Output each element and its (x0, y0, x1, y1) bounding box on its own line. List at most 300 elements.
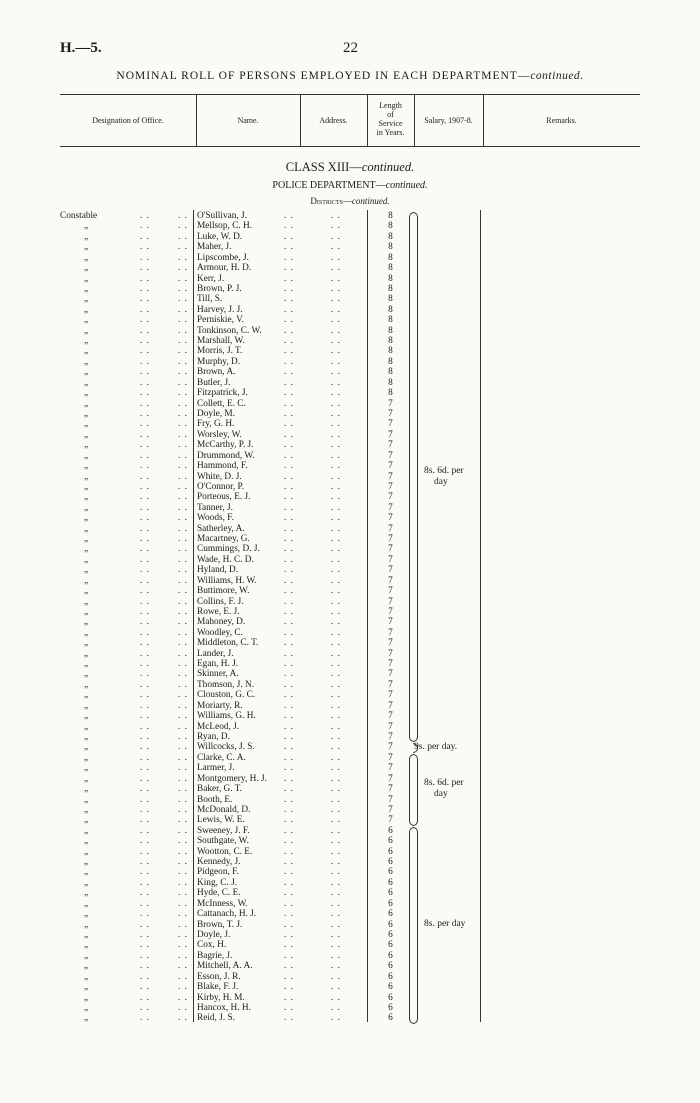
length-of-service-cell: 7 (388, 773, 393, 784)
leader-dots: . . (284, 690, 294, 701)
name-cell: Worsley, W. (197, 429, 242, 440)
district-heading-main: Districts— (310, 196, 352, 206)
column-header-designation: Designation of Office. (92, 116, 164, 125)
address-cell: . . (331, 877, 341, 888)
table-row (0, 294, 700, 304)
name-cell: Cox, H. (197, 940, 227, 951)
name-cell: McCarthy, P. J. (197, 440, 254, 451)
designation-cell: „ (84, 982, 89, 993)
column-header-address: Address. (319, 116, 348, 125)
leader-dots: . . (140, 481, 150, 492)
leader-dots: . . (178, 304, 188, 315)
length-of-service-cell: 7 (388, 565, 393, 576)
length-of-service-cell: 6 (388, 992, 393, 1003)
designation-cell: „ (84, 336, 89, 347)
table-row (0, 899, 700, 909)
designation-cell: „ (84, 575, 89, 586)
table-row (0, 274, 700, 284)
name-cell: Willcocks, J. S. (197, 742, 255, 753)
designation-cell: „ (84, 961, 89, 972)
designation-cell: „ (84, 492, 89, 503)
column-header-remarks: Remarks. (546, 116, 577, 125)
designation-cell: „ (84, 992, 89, 1003)
leader-dots: . . (284, 992, 294, 1003)
salary-line: day (434, 789, 448, 800)
length-of-service-cell: 7 (388, 804, 393, 815)
table-row (0, 628, 700, 638)
table-row (0, 451, 700, 461)
address-cell: . . (331, 283, 341, 294)
leader-dots: . . (284, 211, 294, 221)
leader-dots: . . (140, 867, 150, 878)
leader-dots: . . (140, 721, 150, 732)
address-cell: . . (331, 732, 341, 742)
leader-dots: . . (140, 909, 150, 920)
table-row (0, 930, 700, 940)
leader-dots: . . (178, 940, 188, 951)
table-row (0, 440, 700, 450)
leader-dots: . . (284, 825, 294, 836)
table-row (0, 690, 700, 700)
salary-line: 8s. per day (424, 919, 466, 930)
leader-dots: . . (140, 982, 150, 993)
leader-dots: . . (140, 971, 150, 982)
designation-cell: „ (84, 763, 89, 774)
designation-cell: „ (84, 221, 89, 232)
leader-dots: . . (140, 336, 150, 347)
address-cell: . . (331, 502, 341, 513)
designation-cell: „ (84, 294, 89, 305)
designation-cell: „ (84, 627, 89, 638)
length-of-service-cell: 6 (388, 961, 393, 972)
leader-dots: . . (178, 440, 188, 451)
designation-cell: „ (84, 732, 89, 742)
designation-cell: „ (84, 1013, 89, 1024)
salary-line: day (434, 476, 448, 487)
district-heading (0, 196, 700, 206)
name-cell: Hammond, F. (197, 461, 248, 472)
designation-cell: „ (84, 700, 89, 711)
table-row (0, 805, 700, 815)
designation-cell: „ (84, 450, 89, 461)
designation-cell: „ (84, 388, 89, 399)
leader-dots: . . (284, 679, 294, 690)
leader-dots: . . (178, 773, 188, 784)
leader-dots: . . (140, 950, 150, 961)
name-cell: Collins, F. J. (197, 596, 244, 607)
length-of-service-cell: 6 (388, 971, 393, 982)
address-cell: . . (331, 419, 341, 430)
designation-cell: „ (84, 554, 89, 565)
length-of-service-cell: 8 (388, 242, 393, 253)
leader-dots: . . (284, 242, 294, 253)
leader-dots: . . (178, 325, 188, 336)
name-cell: Kirby, H. M. (197, 992, 245, 1003)
designation-cell: „ (84, 346, 89, 357)
leader-dots: . . (284, 586, 294, 597)
leader-dots: . . (140, 471, 150, 482)
length-of-service-cell: 8 (388, 336, 393, 347)
table-row (0, 638, 700, 648)
table-row (0, 1003, 700, 1013)
leader-dots: . . (284, 513, 294, 524)
salary-value (414, 742, 457, 753)
designation-cell: „ (84, 242, 89, 253)
leader-dots: . . (284, 857, 294, 868)
name-cell: Clouston, G. C. (197, 690, 256, 701)
leader-dots: . . (284, 471, 294, 482)
table-row (0, 242, 700, 252)
address-cell: . . (331, 929, 341, 940)
table-row (0, 315, 700, 325)
name-cell: Esson, J. R. (197, 971, 241, 982)
leader-dots: . . (140, 252, 150, 263)
length-of-service-cell: 7 (388, 763, 393, 774)
length-of-service-cell: 7 (388, 502, 393, 513)
leader-dots: . . (140, 606, 150, 617)
salary-brace (413, 212, 418, 742)
name-cell: Buttimore, W. (197, 586, 250, 597)
leader-dots: . . (178, 784, 188, 795)
leader-dots: . . (178, 857, 188, 868)
name-cell: Thomson, J. N. (197, 679, 255, 690)
address-cell: . . (331, 377, 341, 388)
designation-cell: Constable (60, 211, 98, 221)
length-of-service-cell: 6 (388, 898, 393, 909)
table-row (0, 815, 700, 825)
salary-line: 9s. per day. (414, 742, 458, 753)
name-cell: Moriarty, R. (197, 700, 243, 711)
length-of-service-cell: 7 (388, 534, 393, 545)
leader-dots: . . (178, 356, 188, 367)
leader-dots: . . (178, 794, 188, 805)
department-heading-suffix: continued. (385, 180, 428, 191)
name-cell: Drummond, W. (197, 450, 255, 461)
leader-dots: . . (284, 367, 294, 378)
leader-dots: . . (178, 263, 188, 274)
leader-dots: . . (284, 398, 294, 409)
address-cell: . . (331, 648, 341, 659)
leader-dots: . . (178, 929, 188, 940)
leader-dots: . . (140, 804, 150, 815)
leader-dots: . . (140, 784, 150, 795)
name-cell: Doyle, J. (197, 929, 231, 940)
name-cell: Mitchell, A. A. (197, 961, 253, 972)
leader-dots: . . (284, 544, 294, 555)
designation-cell: „ (84, 929, 89, 940)
length-of-service-cell: 7 (388, 481, 393, 492)
leader-dots: . . (178, 596, 188, 607)
table-row (0, 524, 700, 534)
address-cell: . . (331, 408, 341, 419)
name-cell: Fitzpatrick, J. (197, 388, 248, 399)
length-of-service-cell: 7 (388, 596, 393, 607)
name-cell: Satherley, A. (197, 523, 245, 534)
leader-dots: . . (178, 273, 188, 284)
leader-dots: . . (284, 440, 294, 451)
designation-cell: „ (84, 898, 89, 909)
leader-dots: . . (178, 992, 188, 1003)
address-cell: . . (331, 711, 341, 722)
table-row (0, 211, 700, 221)
leader-dots: . . (178, 398, 188, 409)
address-cell: . . (331, 784, 341, 795)
address-cell: . . (331, 481, 341, 492)
leader-dots: . . (284, 263, 294, 274)
leader-dots: . . (284, 929, 294, 940)
table-row (0, 732, 700, 742)
leader-dots: . . (178, 575, 188, 586)
length-of-service-cell: 8 (388, 356, 393, 367)
leader-dots: . . (178, 315, 188, 326)
leader-dots: . . (284, 732, 294, 742)
name-cell: Fry, G. H. (197, 419, 235, 430)
address-cell: . . (331, 336, 341, 347)
address-cell: . . (331, 429, 341, 440)
leader-dots: . . (140, 627, 150, 638)
salary-value (424, 778, 464, 800)
leader-dots: . . (140, 857, 150, 868)
name-cell: Williams, G. H. (197, 711, 256, 722)
leader-dots: . . (140, 221, 150, 232)
leader-dots: . . (284, 617, 294, 628)
address-cell: . . (331, 794, 341, 805)
leader-dots: . . (284, 336, 294, 347)
leader-dots: . . (178, 367, 188, 378)
designation-cell: „ (84, 638, 89, 649)
leader-dots: . . (178, 502, 188, 513)
leader-dots: . . (178, 492, 188, 503)
address-cell: . . (331, 523, 341, 534)
address-cell: . . (331, 940, 341, 951)
column-header-length-line: Length (379, 101, 402, 110)
length-of-service-cell: 7 (388, 752, 393, 763)
leader-dots: . . (178, 982, 188, 993)
leader-dots: . . (178, 888, 188, 899)
leader-dots: . . (284, 877, 294, 888)
address-cell: . . (331, 242, 341, 253)
name-cell: Luke, W. D. (197, 231, 243, 242)
leader-dots: . . (140, 242, 150, 253)
length-of-service-cell: 6 (388, 909, 393, 920)
table-row (0, 597, 700, 607)
designation-cell: „ (84, 481, 89, 492)
table-row (0, 336, 700, 346)
designation-cell: „ (84, 711, 89, 722)
designation-cell: „ (84, 846, 89, 857)
leader-dots: . . (178, 534, 188, 545)
address-cell: . . (331, 867, 341, 878)
table-row (0, 232, 700, 242)
leader-dots: . . (284, 388, 294, 399)
length-of-service-cell: 6 (388, 857, 393, 868)
leader-dots: . . (140, 1013, 150, 1024)
address-cell: . . (331, 773, 341, 784)
table-row (0, 461, 700, 471)
table-row (0, 503, 700, 513)
address-cell: . . (331, 388, 341, 399)
address-cell: . . (331, 971, 341, 982)
leader-dots: . . (284, 502, 294, 513)
address-cell: . . (331, 544, 341, 555)
leader-dots: . . (284, 815, 294, 826)
leader-dots: . . (284, 1013, 294, 1024)
address-cell: . . (331, 1013, 341, 1024)
name-cell: Blake, F. J. (197, 982, 239, 993)
name-cell: Harvey, J. J. (197, 304, 243, 315)
leader-dots: . . (140, 888, 150, 899)
header-top-rule (60, 94, 640, 95)
address-cell: . . (331, 1002, 341, 1013)
length-of-service-cell: 8 (388, 388, 393, 399)
address-cell: . . (331, 211, 341, 221)
leader-dots: . . (140, 669, 150, 680)
length-of-service-cell: 7 (388, 794, 393, 805)
address-cell: . . (331, 690, 341, 701)
address-cell: . . (331, 221, 341, 232)
leader-dots: . . (140, 763, 150, 774)
table-row (0, 753, 700, 763)
page-title-main: NOMINAL ROLL OF PERSONS EMPLOYED IN EACH DEPARTMENT— (116, 70, 531, 82)
table-row (0, 565, 700, 575)
leader-dots: . . (140, 429, 150, 440)
table-row (0, 430, 700, 440)
designation-cell: „ (84, 544, 89, 555)
designation-cell: „ (84, 263, 89, 274)
length-of-service-cell: 7 (388, 669, 393, 680)
table-row (0, 649, 700, 659)
length-of-service-cell: 8 (388, 211, 393, 221)
leader-dots: . . (284, 763, 294, 774)
leader-dots: . . (140, 575, 150, 586)
length-of-service-cell: 8 (388, 221, 393, 232)
address-cell: . . (331, 461, 341, 472)
leader-dots: . . (140, 825, 150, 836)
name-cell: McLeod, J. (197, 721, 240, 732)
leader-dots: . . (140, 263, 150, 274)
leader-dots: . . (284, 461, 294, 472)
length-of-service-cell: 7 (388, 523, 393, 534)
leader-dots: . . (178, 221, 188, 232)
table-row (0, 659, 700, 669)
designation-cell: „ (84, 398, 89, 409)
designation-cell: „ (84, 1002, 89, 1013)
leader-dots: . . (140, 377, 150, 388)
leader-dots: . . (284, 846, 294, 857)
leader-dots: . . (140, 836, 150, 847)
table-row (0, 826, 700, 836)
table-row (0, 586, 700, 596)
designation-cell: „ (84, 867, 89, 878)
leader-dots: . . (140, 388, 150, 399)
leader-dots: . . (284, 971, 294, 982)
leader-dots: . . (178, 481, 188, 492)
leader-dots: . . (140, 1002, 150, 1013)
leader-dots: . . (284, 315, 294, 326)
column-header-salary: Salary, 1907-8. (424, 116, 473, 125)
table-row (0, 346, 700, 356)
leader-dots: . . (178, 867, 188, 878)
leader-dots: . . (284, 356, 294, 367)
designation-cell: „ (84, 857, 89, 868)
table-row (0, 669, 700, 679)
table-row (0, 888, 700, 898)
designation-cell: „ (84, 513, 89, 524)
column-header-length (367, 101, 414, 137)
table-row (0, 701, 700, 711)
address-cell: . . (331, 752, 341, 763)
leader-dots: . . (178, 544, 188, 555)
page-title-suffix: continued. (530, 70, 584, 82)
leader-dots: . . (140, 617, 150, 628)
length-of-service-cell: 7 (388, 711, 393, 722)
table-row (0, 867, 700, 877)
leader-dots: . . (284, 898, 294, 909)
leader-dots: . . (284, 346, 294, 357)
leader-dots: . . (284, 325, 294, 336)
length-of-service-cell: 7 (388, 627, 393, 638)
leader-dots: . . (178, 346, 188, 357)
leader-dots: . . (140, 732, 150, 742)
column-header-length-line: in Years. (376, 128, 405, 137)
length-of-service-cell: 7 (388, 398, 393, 409)
name-cell: Lewis, W. E. (197, 815, 245, 826)
address-cell: . . (331, 950, 341, 961)
table-row (0, 221, 700, 231)
salary-line: 8s. 6d. per (424, 465, 464, 476)
designation-cell: „ (84, 367, 89, 378)
table-row (0, 711, 700, 721)
leader-dots: . . (178, 815, 188, 826)
leader-dots: . . (178, 408, 188, 419)
address-cell: . . (331, 231, 341, 242)
length-of-service-cell: 8 (388, 294, 393, 305)
leader-dots: . . (140, 961, 150, 972)
leader-dots: . . (284, 408, 294, 419)
length-of-service-cell: 7 (388, 690, 393, 701)
leader-dots: . . (284, 606, 294, 617)
address-cell: . . (331, 450, 341, 461)
address-cell: . . (331, 534, 341, 545)
leader-dots: . . (284, 481, 294, 492)
leader-dots: . . (284, 252, 294, 263)
leader-dots: . . (284, 575, 294, 586)
address-cell: . . (331, 367, 341, 378)
leader-dots: . . (178, 804, 188, 815)
name-cell: Till, S. (197, 294, 223, 305)
length-of-service-cell: 6 (388, 836, 393, 847)
table-row (0, 419, 700, 429)
table-row (0, 972, 700, 982)
leader-dots: . . (140, 711, 150, 722)
department-heading (0, 180, 700, 191)
table-row (0, 492, 700, 502)
leader-dots: . . (284, 711, 294, 722)
designation-cell: „ (84, 888, 89, 899)
leader-dots: . . (140, 461, 150, 472)
leader-dots: . . (178, 971, 188, 982)
length-of-service-cell: 7 (388, 586, 393, 597)
table-row (0, 534, 700, 544)
name-cell: O'Connor, P. (197, 481, 245, 492)
length-of-service-cell: 7 (388, 471, 393, 482)
address-cell: . . (331, 575, 341, 586)
table-row (0, 513, 700, 523)
address-cell: . . (331, 492, 341, 503)
length-of-service-cell: 6 (388, 877, 393, 888)
leader-dots: . . (284, 534, 294, 545)
leader-dots: . . (284, 377, 294, 388)
